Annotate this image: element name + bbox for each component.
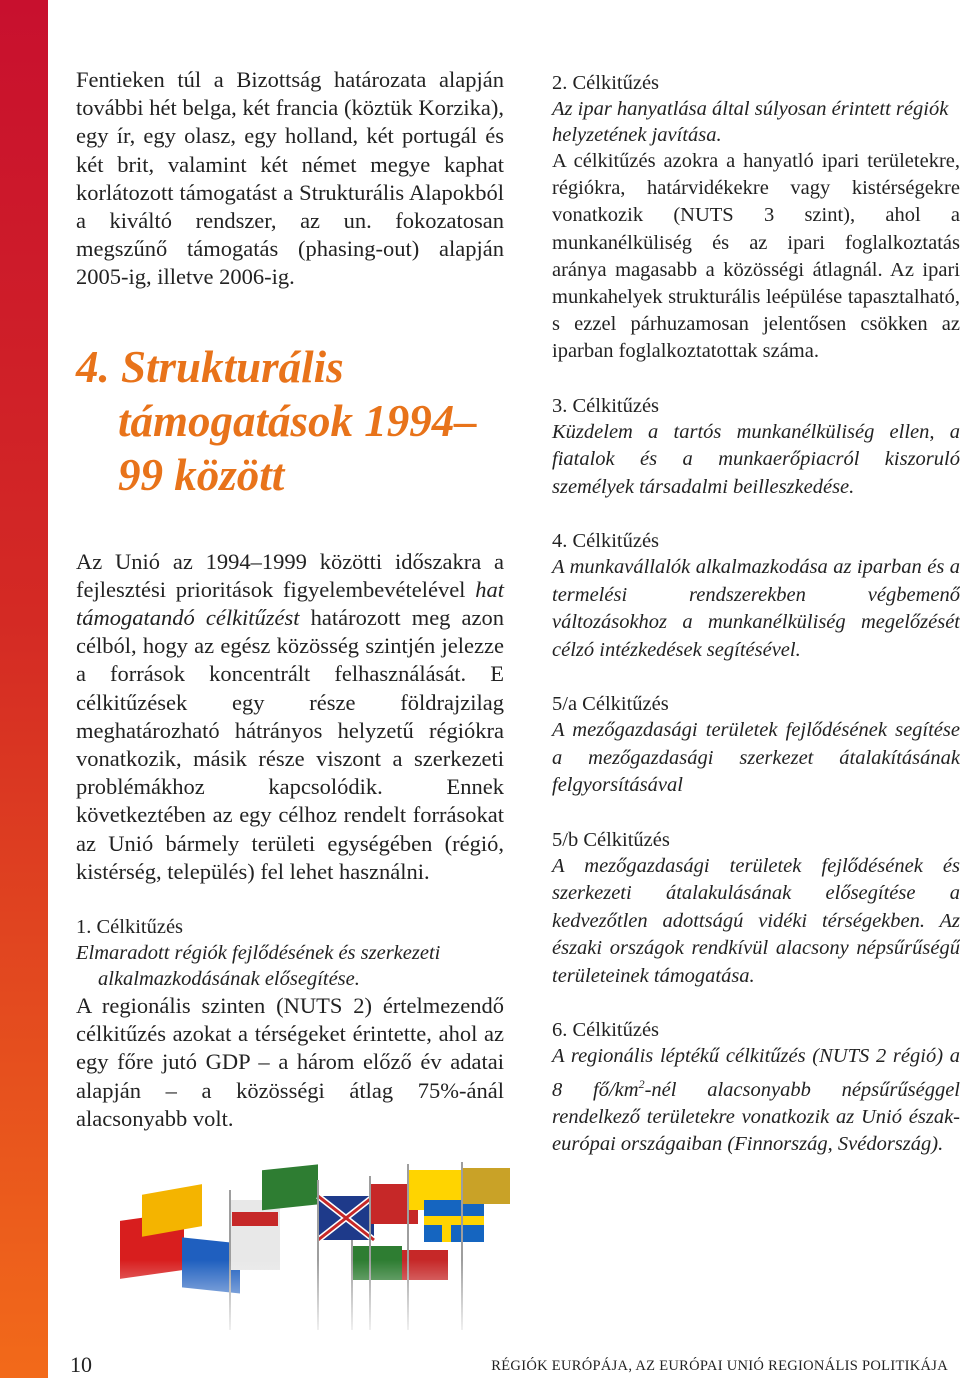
flag-group [112,1162,520,1330]
objective-2-number: 2. Célkitűzés [552,72,660,94]
objective-4-number: 4. Célkitűzés [552,530,660,553]
objective-6-title [552,1043,960,1159]
objective-4 [552,528,960,664]
objective-6-text-a: A regionális léptékű célkitűzés (NUTS 2 régió) a 8 fő/km [552,1045,960,1101]
objective-2 [552,70,960,366]
right-column [552,70,960,1186]
objective-5b [552,827,960,991]
intro-paragraph: Fentieken túl a Bizottság határozata alapján további hét belga, két francia (köztük Korzika), egy ír, egy olasz, egy holland, két portugál és két brit, valamint két német megye kaphat korlátozott támogatást a Strukturális Alapokból a kiváltó rendszer, az un. fokozatosan megszűnő támogatás (phasing-out) alapján 2005-ig, illetve 2006-ig. [76,67,504,290]
objective-5b-number: 5/b Célkitűzés [552,828,670,851]
objective-6 [552,1017,960,1159]
objective-3-number: 3. Célkitűzés [552,394,660,417]
objective-6-number: 6. Célkitűzés [552,1019,660,1042]
objective-3 [552,393,960,502]
objective-4-title: A munkavállalók alkalmazkodása az iparban és a termelési rendszerekben végbemenő változásokhoz a munkanélküliség megelőzését célzó intézkedések segítésével. [552,556,960,661]
body-text-b: határozott meg azon célból, hogy az egész közösség szintjén jelezze a források koncentrált felhasználását. E célkitűzések egy része földrajzilag meghatározható hátrányos helyzetű régiókra vonatkozik, másik része viszont a szerkezeti problémákhoz kapcsolódik. Ennek következtében az egy célhoz rendelt forrásokat az Unió bármely területi egységében (régió, kistérség, település) fel lehet használni. [76,605,504,884]
flags-photo [112,1160,520,1330]
objective-5a-title: A mezőgazdasági területek fejlődésének segítése a mezőgazdasági szerkezet átalakításának felgyorsításával [552,719,960,797]
objective-1-number: 1. Célkitűzés [76,916,184,939]
objective-6-superscript: 2 [638,1076,645,1091]
section-heading: 4. Strukturális támogatások 1994–99 között [76,341,477,500]
objective-5a-number: 5/a Célkitűzés [552,693,669,716]
objective-3-title: Küzdelem a tartós munkanélküliség ellen, a fiatalok és a munkaerőpiacról kiszoruló személyek társadalmi beilleszkedése. [552,420,960,498]
running-title: RÉGIÓK EURÓPÁJA, AZ EURÓPAI UNIÓ REGIONÁLIS POLITIKÁJA [491,1358,948,1374]
objective-1-title: Elmaradott régiók fejlődésének és szerkezeti alkalmazkodásának elősegítése. [76,942,441,991]
objective-5a [552,691,960,800]
objective-6-text-b: -nél alacsonyabb népsűrűséggel rendelkező területekre vonatkozik az Unió észak-európai országaiban (Finnország, Svédország). [552,1078,960,1156]
page-number: 10 [70,1352,92,1377]
objective-1-text: A regionális szinten (NUTS 2) értelmezendő célkitűzés azokat a térségeket érintette, ahol az egy főre jutó GDP – a három előző év adatai alapján – a közösségi átlag 75%-ánál alacsonyabb volt. [76,993,504,1131]
body-paragraph [76,548,504,886]
objective-2-title: Az ipar hanyatlása által súlyosan érintett régiók helyzetének javítása. [552,98,949,146]
side-color-bar [0,0,48,1378]
objective-2-text: A célkitűzés azokra a hanyatló ipari területekre, régiókra, határvidékekre vagy kistérségekre vonatkozik (NUTS 3 szint), ahol a munkanélküliség és az ipari foglalkoztatás aránya magasabb a közösségi átlagnál. Az ipari munkahelyek strukturális leépülése tapasztalható, s ezzel párhuzamosan jelentősen csökken az iparban foglalkoztatottak száma. [552,150,960,363]
left-column [76,66,504,1133]
body-text-italic: hat támogatandó célkitűzést [76,576,504,631]
objective-1 [76,914,504,1133]
body-text-a: Az Unió az 1994–1999 közötti időszakra a fejlesztési prioritások figyelembevételével [76,548,504,602]
objective-5b-title: A mezőgazdasági területek fejlődésének és szerkezeti átalakulásának elősegítése a kedvezőtlen adottságú vidéki térségekben. Az északi országok rendkívül alacsony népsűrűségű területeinek támogatása. [552,854,960,987]
